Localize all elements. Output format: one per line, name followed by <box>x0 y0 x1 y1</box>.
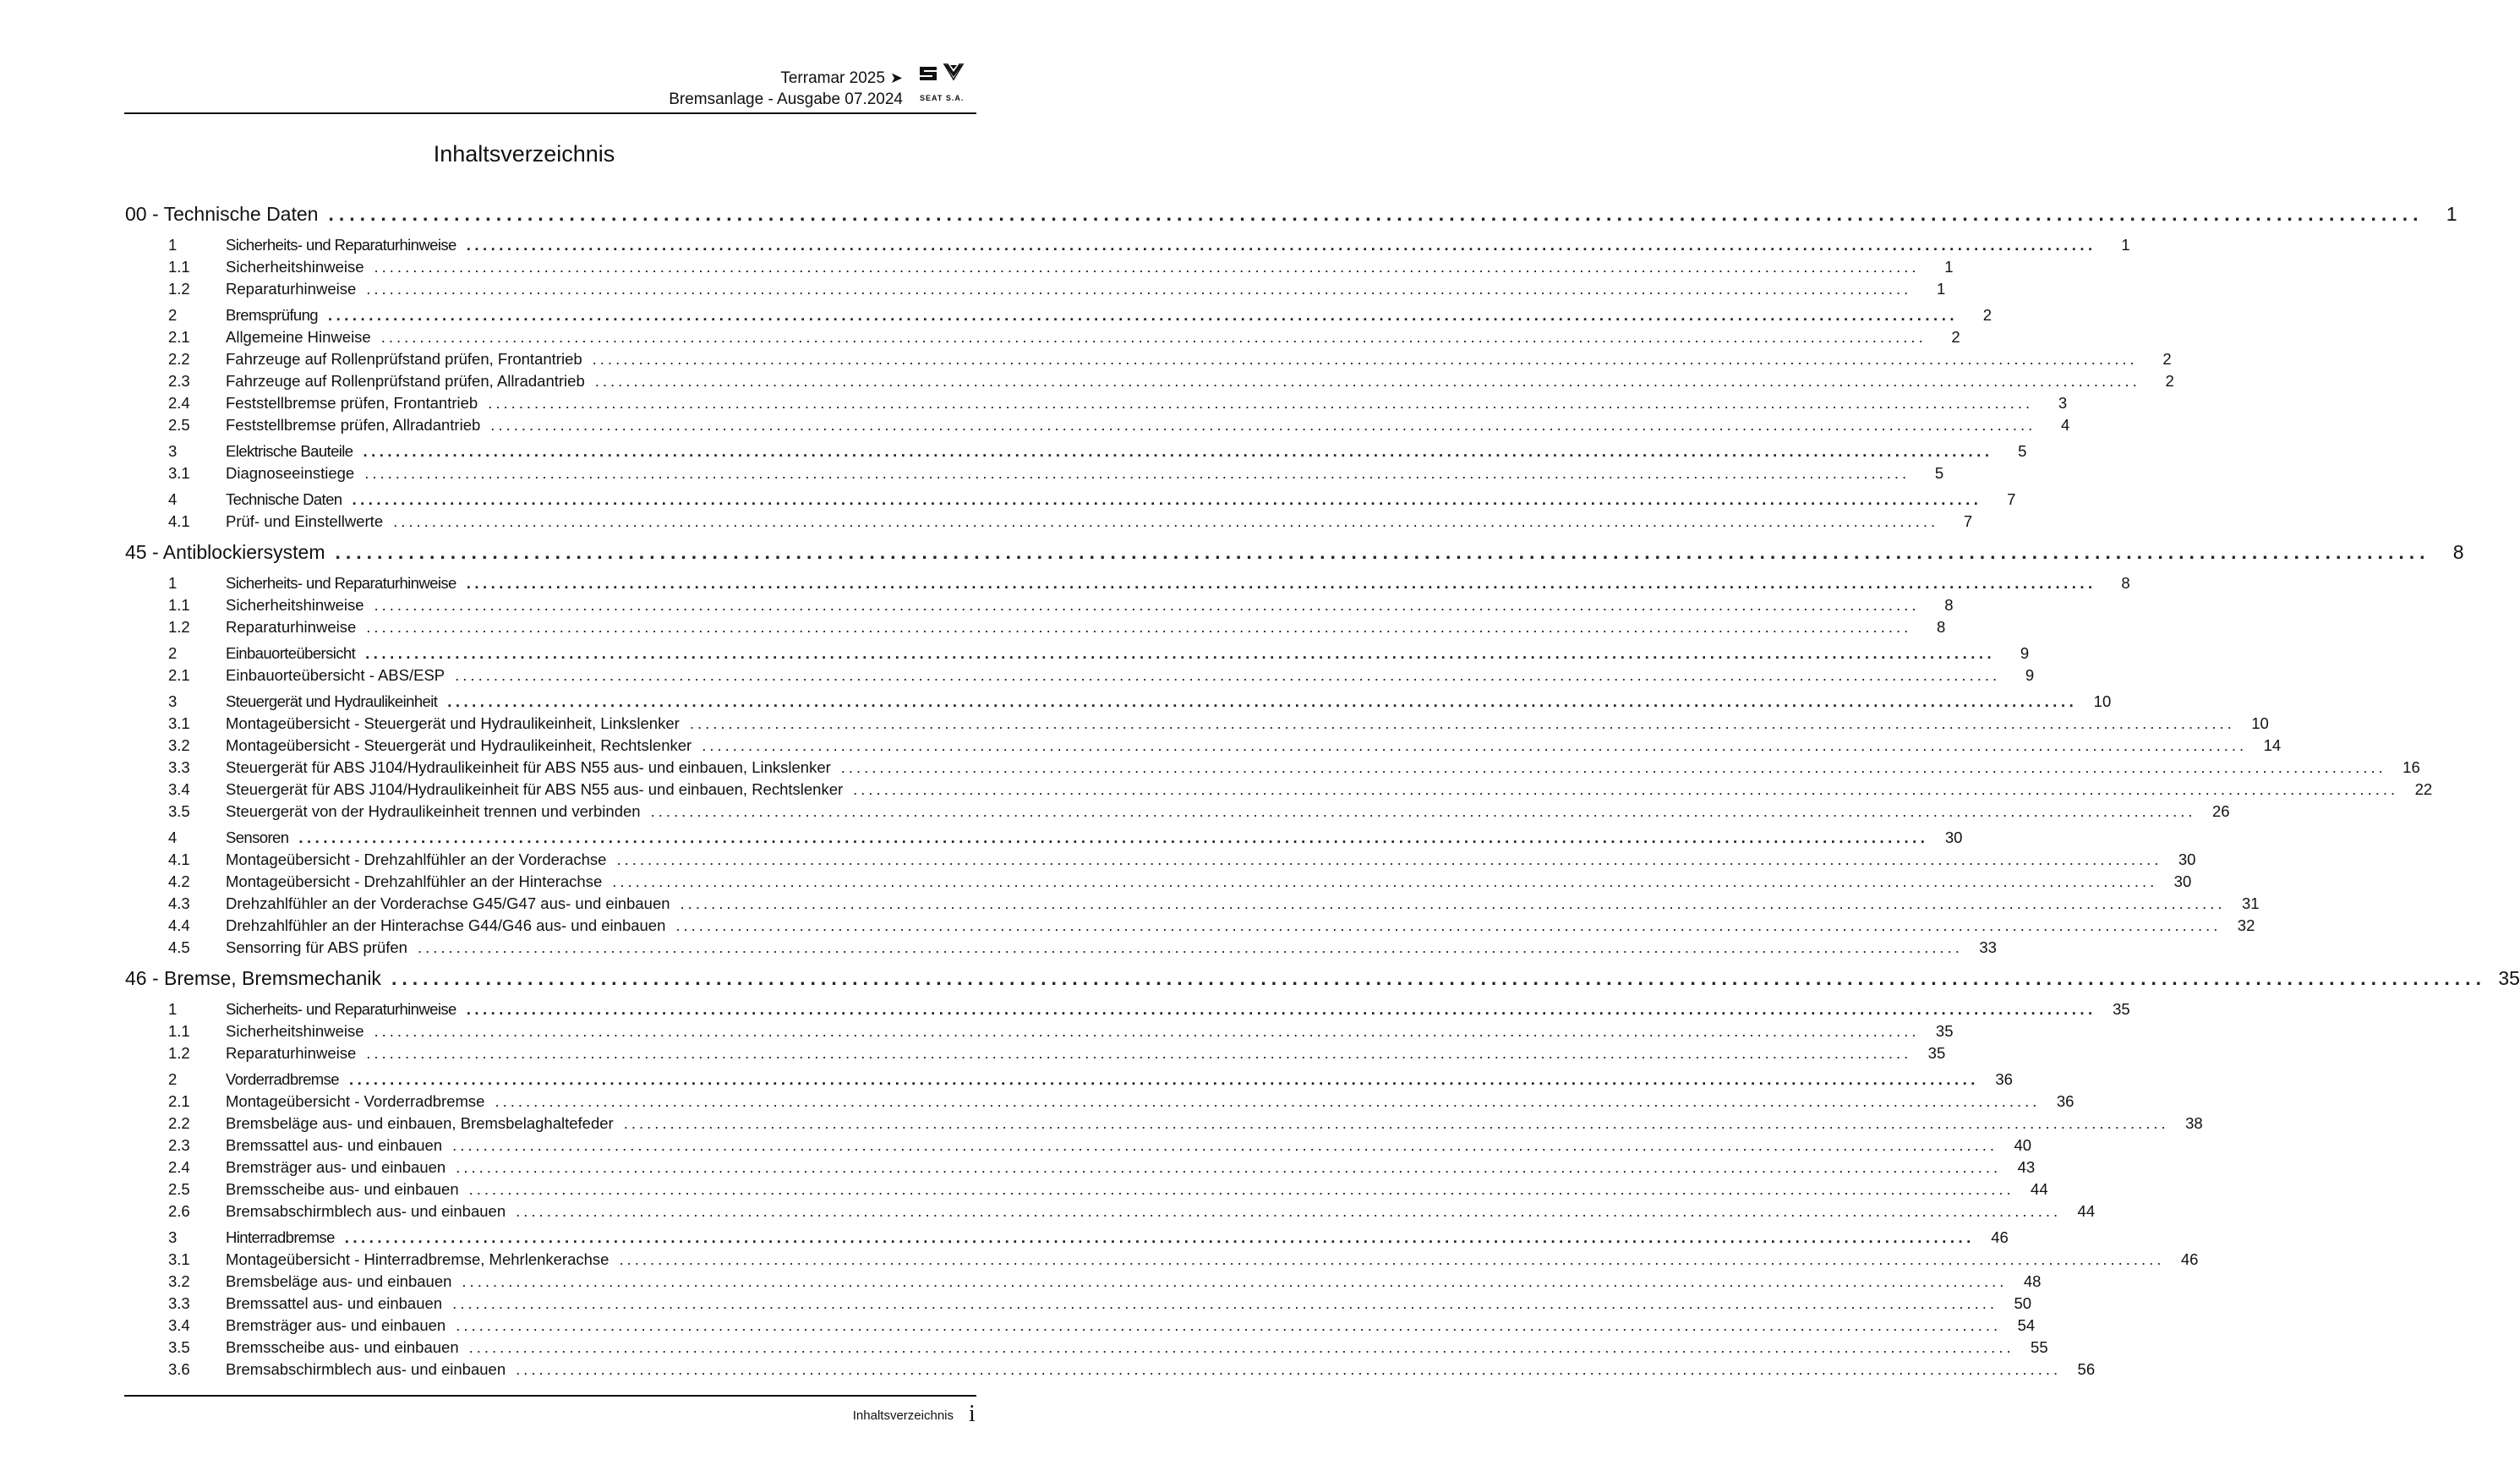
toc-page-number: 30 <box>2173 872 2192 890</box>
toc-page-number: 31 <box>2241 894 2260 912</box>
toc-number: 4 <box>168 828 178 846</box>
dot-leader: ........................................................................................................................................................................................................ <box>592 350 2138 368</box>
toc-chapter[interactable] <box>125 962 2520 994</box>
dot-leader: ........................................................................................................................................................................................................ <box>391 967 2486 989</box>
arrow-icon: ➤ <box>889 69 903 86</box>
document-title: Inhaltsverzeichnis <box>433 141 615 167</box>
toc-section[interactable] <box>125 1069 2013 1091</box>
toc-sub[interactable] <box>125 1271 2042 1293</box>
toc-section[interactable] <box>125 440 2027 462</box>
dot-leader: ........................................................................................................................................................................................................ <box>456 1158 2002 1176</box>
dot-leader: ........................................................................................................................................................................................................ <box>298 828 1929 846</box>
toc-number: 4.2 <box>168 872 190 890</box>
dot-leader: ........................................................................................................................................................................................................ <box>619 1250 2165 1268</box>
toc-number: 1.1 <box>168 258 190 276</box>
dot-leader: ........................................................................................................................................................................................................ <box>490 416 2036 434</box>
header-text <box>669 68 903 110</box>
toc-number: 4.4 <box>168 916 190 934</box>
toc-number: 4.1 <box>168 850 190 868</box>
toc-label: Sicherheits- und Reparaturhinweise <box>226 574 456 592</box>
toc-label: Steuergerät für ABS J104/Hydraulikeinheit für ABS N55 aus- und einbauen, Rechtslenker <box>226 780 844 798</box>
footer-label: Inhaltsverzeichnis <box>852 1408 954 1423</box>
dot-leader: ........................................................................................................................................................................................................ <box>466 236 2096 254</box>
toc-page-number: 1 <box>2121 236 2130 254</box>
toc-sub[interactable] <box>125 1200 2096 1222</box>
footer-page-number: i <box>969 1401 976 1427</box>
toc-number: 3.5 <box>168 802 190 820</box>
toc-sub[interactable] <box>125 462 1944 484</box>
toc-sub[interactable] <box>125 713 2269 735</box>
toc-page-number: 1 <box>1944 258 1954 276</box>
dot-leader: ........................................................................................................................................................................................................ <box>335 541 2430 563</box>
toc-sub[interactable] <box>125 1135 2032 1157</box>
dot-leader: ........................................................................................................................................................................................................ <box>702 736 2248 754</box>
toc-sub[interactable] <box>125 616 1946 638</box>
toc-label: Montageübersicht - Drehzahlfühler an der Hinterachse <box>226 872 603 890</box>
toc-section[interactable] <box>125 304 1992 326</box>
toc-number: 2.5 <box>168 1180 190 1198</box>
toc-number: 1 <box>168 236 178 254</box>
toc-number: 4.5 <box>168 938 190 956</box>
toc-page-number: 46 <box>2180 1250 2199 1268</box>
toc-page-number: 36 <box>2056 1092 2074 1110</box>
toc-number: 3.6 <box>168 1360 190 1378</box>
header-rule <box>124 112 976 114</box>
toc-number: 2.3 <box>168 372 190 390</box>
dot-leader: ........................................................................................................................................................................................................ <box>365 644 1996 662</box>
toc-sub[interactable] <box>125 1293 2032 1315</box>
toc-number: 2 <box>168 306 178 324</box>
toc-page-number: 7 <box>2007 490 2016 508</box>
dot-leader: ........................................................................................................................................................................................................ <box>447 692 2078 710</box>
toc-sub[interactable] <box>125 849 2196 871</box>
toc-number: 3 <box>168 442 178 460</box>
toc-number: 3.4 <box>168 780 190 798</box>
toc-sub[interactable] <box>125 1157 2036 1178</box>
toc-number: 1 <box>168 574 178 592</box>
toc-number: 2.1 <box>168 328 190 346</box>
dot-leader: ........................................................................................................................................................................................................ <box>374 1022 1920 1040</box>
toc-number: 1.1 <box>168 1022 190 1040</box>
toc-sub[interactable] <box>125 664 2035 686</box>
toc-number: 2 <box>168 644 178 662</box>
toc-page-number: 2 <box>2165 372 2174 390</box>
toc-page-number: 9 <box>2025 666 2035 684</box>
toc-label: Bremsträger aus- und einbauen <box>226 1158 446 1176</box>
toc-page-number: 32 <box>2237 916 2255 934</box>
dot-leader: ........................................................................................................................................................................................................ <box>348 1070 1979 1088</box>
toc-label: Bremsbeläge aus- und einbauen, Bremsbelaghaltefeder <box>226 1114 614 1132</box>
toc-label: Steuergerät und Hydraulikeinheit <box>226 692 438 710</box>
toc-label: Allgemeine Hinweise <box>226 328 371 346</box>
toc-sub[interactable] <box>125 348 2172 370</box>
toc-sub[interactable] <box>125 392 2068 414</box>
dot-leader: ........................................................................................................................................................................................................ <box>374 258 1920 276</box>
toc-label: Einbauorteübersicht <box>226 644 356 662</box>
toc-number: 2.4 <box>168 394 190 412</box>
toc-page-number: 40 <box>2014 1136 2032 1154</box>
toc-label: Sicherheitshinweise <box>226 258 364 276</box>
dot-leader: ........................................................................................................................................................................................................ <box>488 394 2034 412</box>
toc-page-number: 43 <box>2017 1158 2036 1176</box>
toc-sub[interactable] <box>125 1042 1946 1064</box>
toc-number: 2.3 <box>168 1136 190 1154</box>
toc-page-number: 26 <box>2211 802 2230 820</box>
toc-sub[interactable] <box>125 915 2255 937</box>
dot-leader: ........................................................................................................................................................................................................ <box>675 916 2222 934</box>
toc-label: Fahrzeuge auf Rollenprüfstand prüfen, Frontantrieb <box>226 350 582 368</box>
toc-sub[interactable] <box>125 1091 2074 1113</box>
toc-number: 3.5 <box>168 1338 190 1356</box>
toc-label: Elektrische Bauteile <box>226 442 353 460</box>
toc-label: Sicherheitshinweise <box>226 596 364 614</box>
toc-sub[interactable] <box>125 1359 2096 1381</box>
toc-number: 3.1 <box>168 464 190 482</box>
dot-leader: ........................................................................................................................................................................................................ <box>468 1180 2014 1198</box>
dot-leader: ........................................................................................................................................................................................................ <box>495 1092 2041 1110</box>
toc-sub[interactable] <box>125 414 2070 436</box>
toc-sub[interactable] <box>125 1315 2036 1337</box>
toc-sub[interactable] <box>125 1249 2199 1271</box>
toc-sub[interactable] <box>125 370 2174 392</box>
dot-leader: ........................................................................................................................................................................................................ <box>366 618 1912 636</box>
dot-leader: ........................................................................................................................................................................................................ <box>612 872 2158 890</box>
toc-label: Feststellbremse prüfen, Allradantrieb <box>226 416 481 434</box>
toc-label: Bremssattel aus- und einbauen <box>226 1294 443 1312</box>
dot-leader: ........................................................................................................................................................................................................ <box>462 1272 2008 1290</box>
toc-label: Sensoren <box>226 828 289 846</box>
toc-label: Drehzahlfühler an der Hinterachse G44/G46 aus- und einbauen <box>226 916 666 934</box>
toc-label: Diagnoseeinstiege <box>226 464 355 482</box>
toc-page-number: 9 <box>2020 644 2030 662</box>
toc-page-number: 54 <box>2017 1316 2036 1334</box>
toc-number: 3.2 <box>168 1272 190 1290</box>
toc-section[interactable] <box>125 827 1963 849</box>
dot-leader: ........................................................................................................................................................................................................ <box>417 938 1963 956</box>
toc-sub[interactable] <box>125 801 2230 823</box>
toc-sub[interactable] <box>125 511 1973 533</box>
toc-page-number: 30 <box>1944 828 1963 846</box>
toc-label: Bremssattel aus- und einbauen <box>226 1136 443 1154</box>
dot-leader: ........................................................................................................................................................................................................ <box>468 1338 2014 1356</box>
toc-number: 4.1 <box>168 512 190 530</box>
toc-section[interactable] <box>125 489 2016 511</box>
toc-label: Sicherheits- und Reparaturhinweise <box>226 236 456 254</box>
toc-sub[interactable] <box>125 1020 1954 1042</box>
table-of-contents <box>125 198 2520 1381</box>
toc-page-number: 33 <box>1979 938 1997 956</box>
toc-sub[interactable] <box>125 594 1954 616</box>
dot-leader: ........................................................................................................................................................................................................ <box>466 1000 2096 1018</box>
toc-label: Montageübersicht - Drehzahlfühler an der Vorderachse <box>226 850 607 868</box>
toc-label: Steuergerät von der Hydraulikeinheit trennen und verbinden <box>226 802 641 820</box>
header-edition: Bremsanlage - Ausgabe 07.2024 <box>669 90 903 108</box>
toc-sub[interactable] <box>125 1178 2048 1200</box>
toc-label: Sicherheits- und Reparaturhinweise <box>226 1000 456 1018</box>
toc-number: 3 <box>168 692 178 710</box>
toc-sub[interactable] <box>125 757 2420 779</box>
toc-label: 00 - Technische Daten <box>125 203 319 225</box>
toc-label: Bremsprüfung <box>226 306 318 324</box>
dot-leader: ........................................................................................................................................................................................................ <box>380 328 1927 346</box>
toc-label: Feststellbremse prüfen, Frontantrieb <box>226 394 478 412</box>
dot-leader: ........................................................................................................................................................................................................ <box>393 512 1939 530</box>
dot-leader: ........................................................................................................................................................................................................ <box>366 280 1912 298</box>
logo-text: SEAT S.A. <box>920 94 965 102</box>
toc-section[interactable] <box>125 998 2130 1020</box>
toc-number: 1.1 <box>168 596 190 614</box>
toc-page-number: 14 <box>2263 736 2282 754</box>
toc-number: 3.3 <box>168 1294 190 1312</box>
dot-leader: ........................................................................................................................................................................................................ <box>616 850 2162 868</box>
dot-leader: ........................................................................................................................................................................................................ <box>328 203 2424 225</box>
toc-page-number: 2 <box>1982 306 1992 324</box>
toc-label: Montageübersicht - Steuergerät und Hydraulikeinheit, Rechtslenker <box>226 736 692 754</box>
toc-label: Bremsscheibe aus- und einbauen <box>226 1338 459 1356</box>
toc-number: 3.4 <box>168 1316 190 1334</box>
toc-label: Prüf- und Einstellwerte <box>226 512 384 530</box>
toc-number: 4.3 <box>168 894 190 912</box>
toc-sub[interactable] <box>125 1337 2048 1359</box>
dot-leader: ........................................................................................................................................................................................................ <box>466 574 2096 592</box>
toc-number: 3.1 <box>168 1250 190 1268</box>
dot-leader: ........................................................................................................................................................................................................ <box>452 1294 1998 1312</box>
dot-leader: ........................................................................................................................................................................................................ <box>623 1114 2169 1132</box>
toc-number: 2.4 <box>168 1158 190 1176</box>
toc-sub[interactable] <box>125 1113 2203 1135</box>
dot-leader: ........................................................................................................................................................................................................ <box>594 372 2140 390</box>
toc-sub[interactable] <box>125 893 2260 915</box>
toc-number: 2.2 <box>168 350 190 368</box>
toc-label: Sensorring für ABS prüfen <box>226 938 407 956</box>
toc-page-number: 5 <box>2018 442 2027 460</box>
toc-sub[interactable] <box>125 937 1997 959</box>
dot-leader: ........................................................................................................................................................................................................ <box>352 490 1982 508</box>
toc-sub[interactable] <box>125 779 2433 801</box>
toc-number: 1 <box>168 1000 178 1018</box>
toc-page-number: 2 <box>1951 328 1960 346</box>
toc-page-number: 48 <box>2023 1272 2042 1290</box>
toc-label: Technische Daten <box>226 490 342 508</box>
dot-leader: ........................................................................................................................................................................................................ <box>680 894 2226 912</box>
toc-page-number: 8 <box>2121 574 2130 592</box>
toc-chapter[interactable] <box>125 198 2457 230</box>
toc-page-number: 1 <box>2446 203 2457 225</box>
toc-page-number: 10 <box>2251 714 2269 732</box>
toc-page-number: 8 <box>2452 541 2464 563</box>
toc-page-number: 22 <box>2414 780 2433 798</box>
toc-label: 46 - Bremse, Bremsmechanik <box>125 967 381 989</box>
toc-page-number: 1 <box>1936 280 1946 298</box>
toc-page-number: 36 <box>1995 1070 2013 1088</box>
toc-number: 1.2 <box>168 618 190 636</box>
toc-number: 2.5 <box>168 416 190 434</box>
dot-leader: ........................................................................................................................................................................................................ <box>328 306 1958 324</box>
dot-leader: ........................................................................................................................................................................................................ <box>516 1202 2062 1220</box>
toc-number: 3.2 <box>168 736 190 754</box>
toc-page-number: 35 <box>1927 1044 1946 1062</box>
toc-page-number: 35 <box>1935 1022 1954 1040</box>
toc-section[interactable] <box>125 691 2112 713</box>
toc-page-number: 30 <box>2178 850 2196 868</box>
toc-label: Einbauorteübersicht - ABS/ESP <box>226 666 446 684</box>
dot-leader: ........................................................................................................................................................................................................ <box>455 666 2001 684</box>
toc-label: Bremsträger aus- und einbauen <box>226 1316 446 1334</box>
toc-page-number: 3 <box>2058 394 2068 412</box>
toc-label: Montageübersicht - Vorderradbremse <box>226 1092 485 1110</box>
toc-label: Steuergerät für ABS J104/Hydraulikeinheit für ABS N55 aus- und einbauen, Linkslenker <box>226 758 831 776</box>
header-model: Terramar 2025 <box>780 69 885 87</box>
toc-number: 1.2 <box>168 1044 190 1062</box>
toc-page-number: 5 <box>1934 464 1944 482</box>
toc-page-number: 44 <box>2077 1202 2096 1220</box>
toc-number: 3.3 <box>168 758 190 776</box>
dot-leader: ........................................................................................................................................................................................................ <box>452 1136 1998 1154</box>
toc-page-number: 38 <box>2185 1114 2203 1132</box>
toc-label: Bremsabschirmblech aus- und einbauen <box>226 1360 506 1378</box>
dot-leader: ........................................................................................................................................................................................................ <box>366 1044 1912 1062</box>
toc-sub[interactable] <box>125 278 1946 300</box>
toc-number: 2.1 <box>168 1092 190 1110</box>
toc-number: 4 <box>168 490 178 508</box>
toc-label: Reparaturhinweise <box>226 618 357 636</box>
toc-label: Montageübersicht - Steuergerät und Hydraulikeinheit, Linkslenker <box>226 714 680 732</box>
toc-section[interactable] <box>125 572 2130 594</box>
toc-page-number: 10 <box>2093 692 2112 710</box>
dot-leader: ........................................................................................................................................................................................................ <box>689 714 2235 732</box>
toc-page-number: 55 <box>2031 1338 2048 1356</box>
toc-page-number: 44 <box>2031 1180 2048 1198</box>
footer-rule <box>124 1395 976 1397</box>
toc-page-number: 8 <box>1936 618 1946 636</box>
toc-label: Fahrzeuge auf Rollenprüfstand prüfen, Allradantrieb <box>226 372 585 390</box>
dot-leader: ........................................................................................................................................................................................................ <box>363 442 1993 460</box>
toc-sub[interactable] <box>125 735 2282 757</box>
toc-label: Sicherheitshinweise <box>226 1022 364 1040</box>
toc-page-number: 46 <box>1991 1228 2009 1246</box>
toc-number: 3.1 <box>168 714 190 732</box>
toc-sub[interactable] <box>125 871 2192 893</box>
toc-sub[interactable] <box>125 326 1960 348</box>
toc-label: Vorderradbremse <box>226 1070 339 1088</box>
toc-page-number: 4 <box>2060 416 2070 434</box>
toc-section[interactable] <box>125 643 2030 664</box>
toc-label: Hinterradbremse <box>226 1228 335 1246</box>
toc-page-number: 56 <box>2077 1360 2096 1378</box>
toc-number: 2.1 <box>168 666 190 684</box>
toc-section[interactable] <box>125 234 2130 256</box>
dot-leader: ........................................................................................................................................................................................................ <box>364 464 1910 482</box>
toc-sub[interactable] <box>125 256 1954 278</box>
toc-number: 2 <box>168 1070 178 1088</box>
toc-number: 2.2 <box>168 1114 190 1132</box>
toc-label: Reparaturhinweise <box>226 1044 357 1062</box>
dot-leader: ........................................................................................................................................................................................................ <box>456 1316 2002 1334</box>
toc-page-number: 16 <box>2402 758 2420 776</box>
dot-leader: ........................................................................................................................................................................................................ <box>516 1360 2062 1378</box>
dot-leader: ........................................................................................................................................................................................................ <box>650 802 2196 820</box>
dot-leader: ........................................................................................................................................................................................................ <box>853 780 2399 798</box>
toc-page-number: 8 <box>1944 596 1954 614</box>
dot-leader: ........................................................................................................................................................................................................ <box>374 596 1920 614</box>
toc-page-number: 35 <box>2113 1000 2130 1018</box>
dot-leader: ........................................................................................................................................................................................................ <box>840 758 2386 776</box>
page-header <box>0 0 1048 118</box>
toc-label: 45 - Antiblockiersystem <box>125 541 325 563</box>
dot-leader: ........................................................................................................................................................................................................ <box>344 1228 1975 1246</box>
toc-label: Bremsbeläge aus- und einbauen <box>226 1272 452 1290</box>
toc-label: Bremsabschirmblech aus- und einbauen <box>226 1202 506 1220</box>
toc-chapter[interactable] <box>125 536 2464 568</box>
toc-label: Reparaturhinweise <box>226 280 357 298</box>
toc-label: Montageübersicht - Hinterradbremse, Mehrlenkerachse <box>226 1250 610 1268</box>
toc-number: 3 <box>168 1228 178 1246</box>
toc-number: 1.2 <box>168 280 190 298</box>
toc-page-number: 7 <box>1963 512 1973 530</box>
toc-label: Drehzahlfühler an der Vorderachse G45/G47 aus- und einbauen <box>226 894 670 912</box>
toc-page-number: 2 <box>2162 350 2172 368</box>
toc-page-number: 35 <box>2498 967 2520 989</box>
toc-label: Bremsscheibe aus- und einbauen <box>226 1180 459 1198</box>
toc-section[interactable] <box>125 1227 2009 1249</box>
toc-page-number: 50 <box>2014 1294 2032 1312</box>
toc-number: 2.6 <box>168 1202 190 1220</box>
